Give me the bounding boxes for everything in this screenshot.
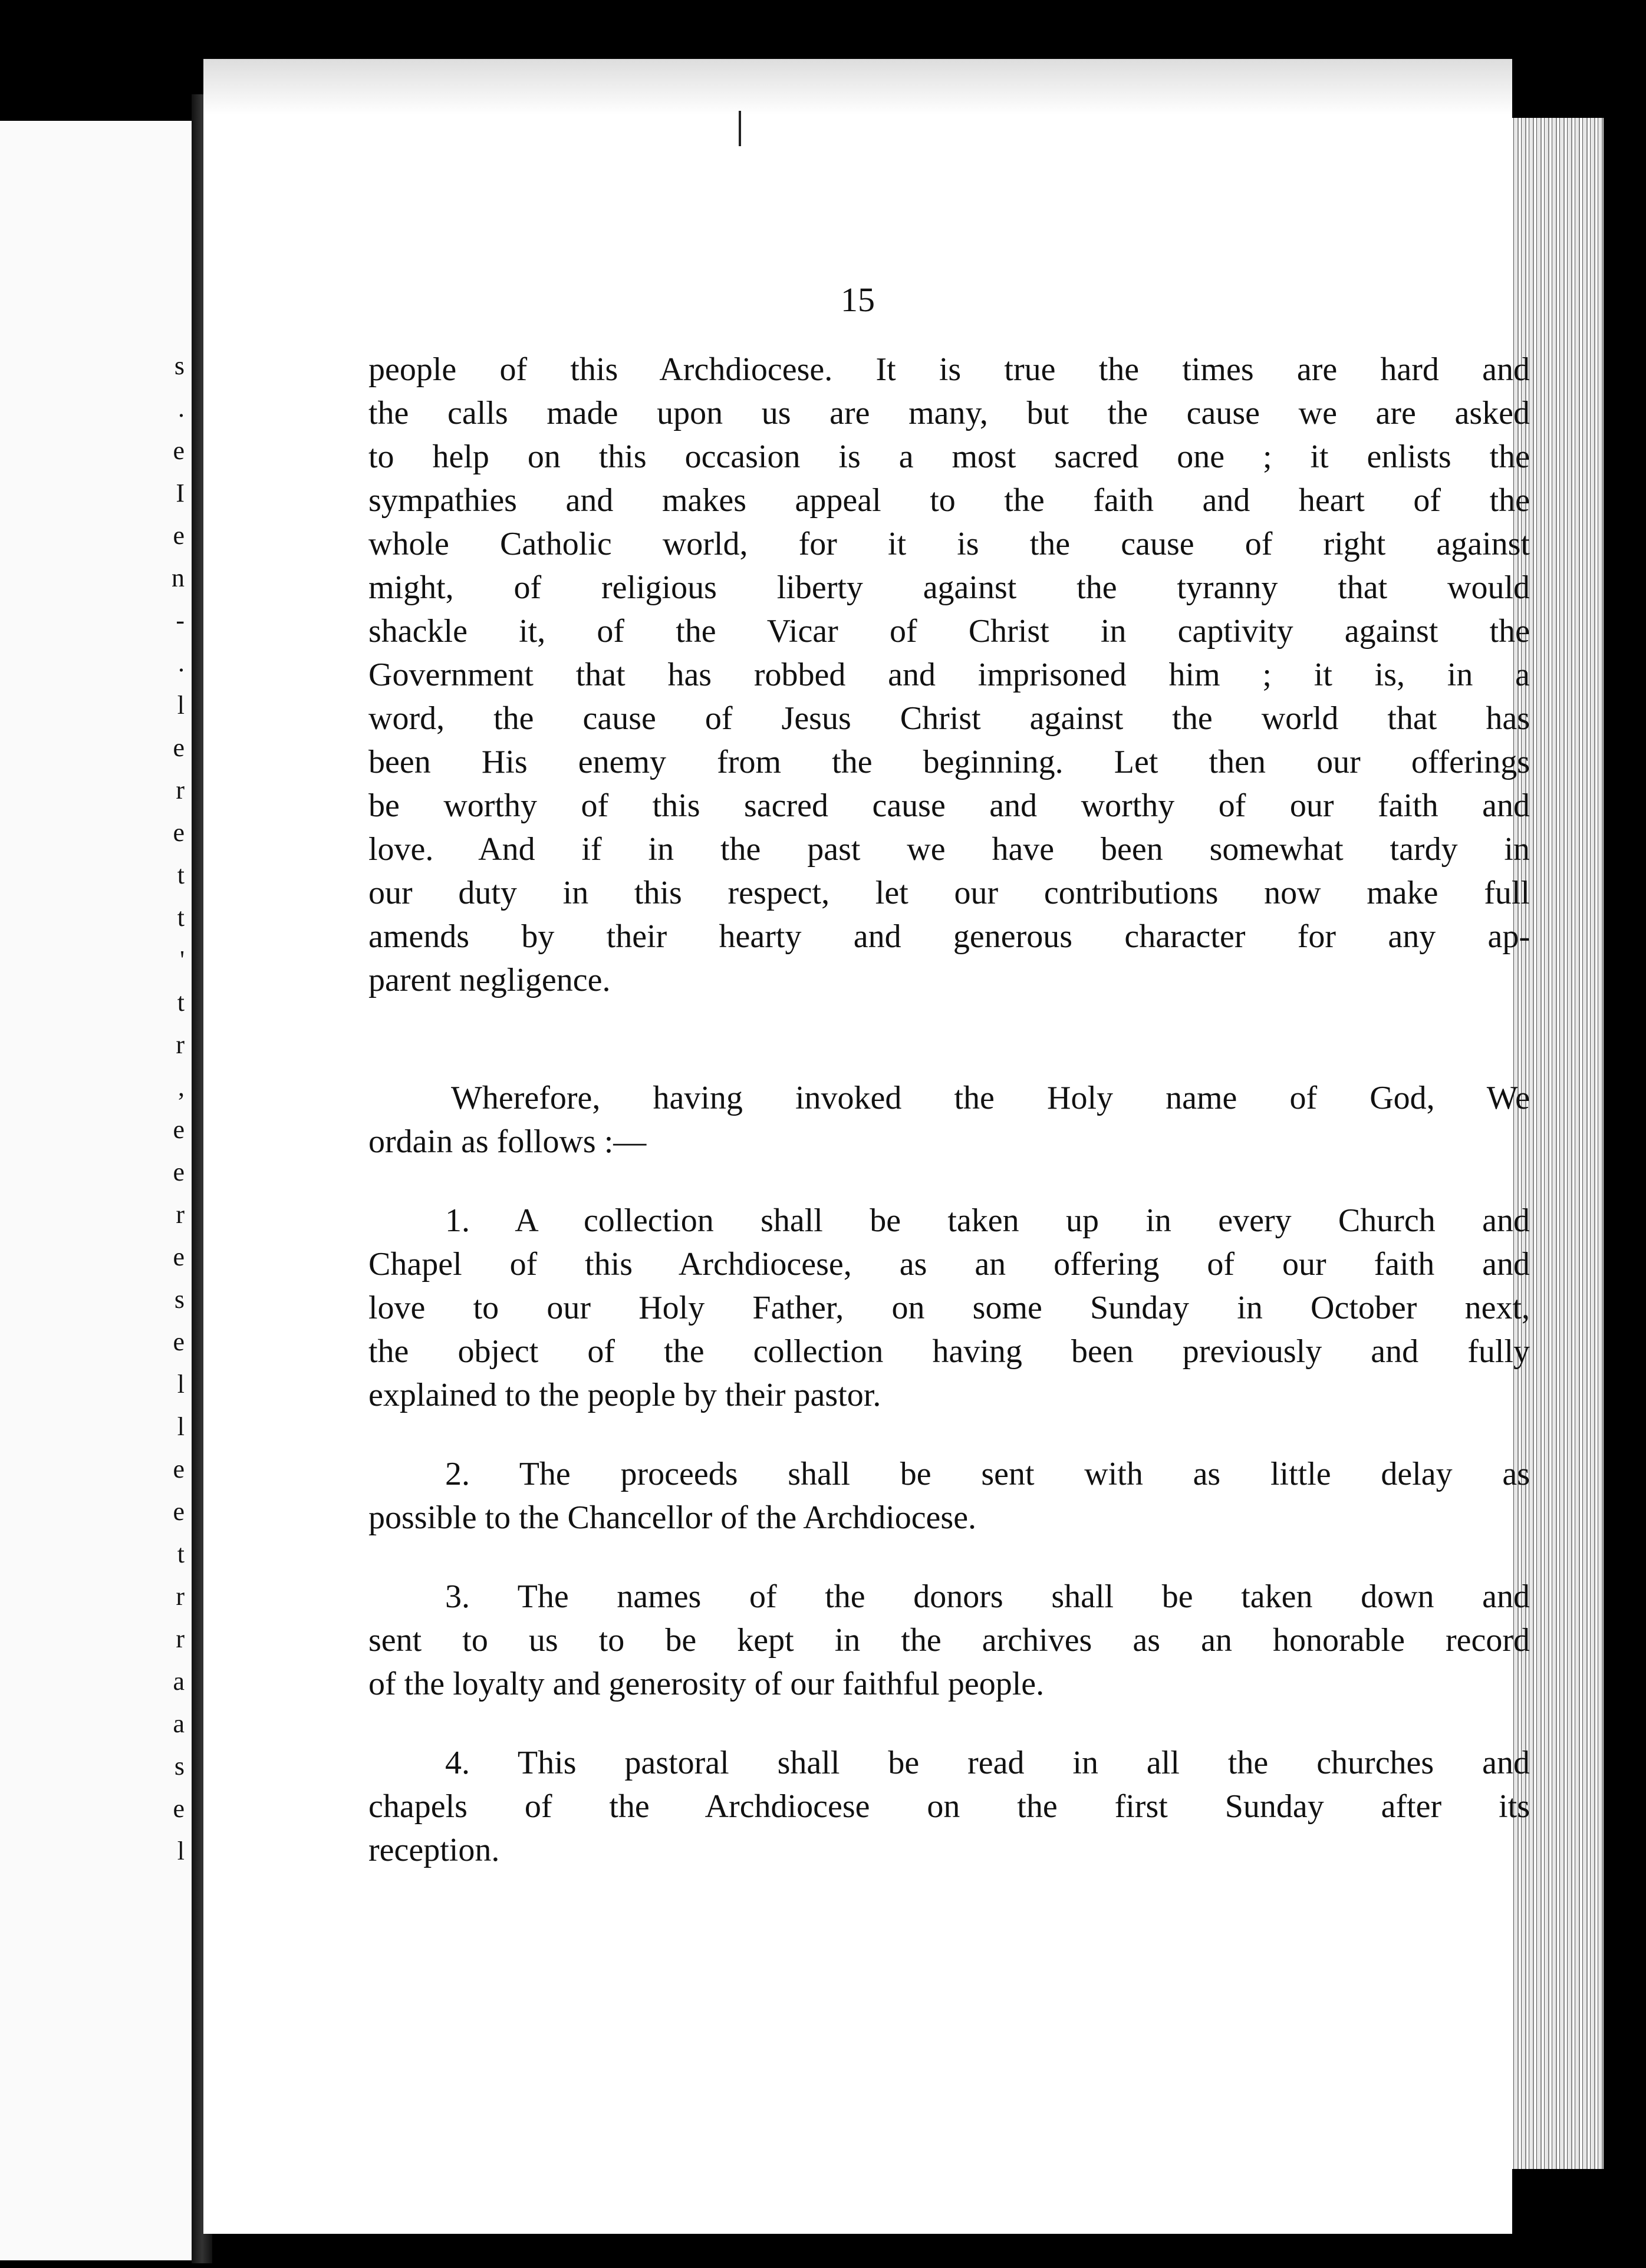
text-line: reception. [368,1832,500,1868]
facing-page-letter: a [173,1667,185,1696]
facing-page-letter: - [176,606,185,635]
paragraph-spacer [368,1002,1530,1076]
facing-page-letter: a [173,1709,185,1738]
facing-page-letter: r [176,776,185,805]
facing-page-letter: e [173,1497,185,1526]
text-line: ordain as follows :— [368,1123,647,1160]
text-line: 4. This pastoral shall be read in all the churches and [445,1745,1530,1781]
facing-page-letter: s [174,1752,185,1781]
facing-page-letter: e [173,1115,185,1144]
text-line: the object of the collection having been previously and fully [368,1333,1530,1370]
facing-page-letter: e [173,521,185,550]
facing-page-letter: s [174,351,185,380]
text-line: sympathies and makes appeal to the faith and heart of the [368,482,1530,519]
facing-page-letter: e [173,1455,185,1484]
paragraph [368,1575,1530,1706]
facing-page-letter: e [173,1158,185,1186]
text-line: 2. The proceeds shall be sent with as little delay as [445,1456,1530,1492]
text-line: been His enemy from the beginning. Let then our offerings [368,744,1530,780]
facing-page-letter: r [176,1624,185,1653]
text-line: word, the cause of Jesus Christ against the world that has [368,700,1530,737]
facing-page-letter: l [177,691,185,720]
text-line: chapels of the Archdiocese on the first Sunday after its [368,1788,1530,1825]
text-line: 1. A collection shall be taken up in every Church and [445,1202,1530,1239]
text-line: shackle it, of the Vicar of Christ in captivity against the [368,613,1530,650]
text-line: of the loyalty and generosity of our faithful people. [368,1666,1045,1702]
facing-page-letter: r [176,1200,185,1229]
facing-page-letter: l [177,1412,185,1441]
text-line: Chapel of this Archdiocese, as an offering of our faith and [368,1246,1530,1283]
fold-mark [739,111,741,146]
page-body [368,348,1530,1872]
text-line: sent to us to be kept in the archives as an honorable record [368,1622,1530,1659]
text-line: amends by their hearty and generous character for any ap- [368,918,1530,955]
facing-page-letter: e [173,1327,185,1356]
text-line: our duty in this respect, let our contributions now make full [368,875,1530,911]
paragraph-spacer [368,1540,1530,1575]
text-line: Government that has robbed and imprisoned him ; it is, in a [368,657,1530,693]
text-line: parent negligence. [368,962,611,998]
facing-page-letter: , [178,1073,185,1102]
paragraph [368,348,1530,1002]
text-line: explained to the people by their pastor. [368,1377,881,1413]
facing-page-letter: . [178,648,185,677]
page-number: 15 [841,281,875,319]
text-line: love. And if in the past we have been somewhat tardy in [368,831,1530,868]
paragraph [368,1741,1530,1872]
facing-page-letter: t [177,988,185,1017]
paragraph-spacer [368,1163,1530,1199]
paragraph-spacer [368,1706,1530,1741]
facing-page-letter: t [177,1540,185,1568]
facing-page-letter: t [177,861,185,889]
paragraph [368,1076,1530,1163]
facing-page-letter: e [173,1242,185,1271]
text-line: Wherefore, having invoked the Holy name of God, We [451,1080,1530,1116]
paragraph [368,1452,1530,1540]
page-top-shadow [203,59,1512,115]
text-line: be worthy of this sacred cause and worthy of our faith and [368,787,1530,824]
facing-page-letter: e [173,818,185,847]
facing-page-letter: e [173,436,185,465]
facing-page-letter: l [177,1370,185,1399]
facing-page-edge [0,121,192,2260]
facing-page-letter: s [174,1285,185,1314]
facing-page-letter: r [176,1030,185,1059]
paragraph [368,1199,1530,1417]
facing-page-letter: e [173,733,185,762]
text-line: love to our Holy Father, on some Sunday in October next, [368,1290,1530,1326]
text-line: might, of religious liberty against the tyranny that would [368,569,1530,606]
facing-page-letter: t [177,903,185,932]
text-line: 3. The names of the donors shall be taken down and [445,1578,1530,1615]
facing-page-letter: e [173,1794,185,1823]
text-line: whole Catholic world, for it is the cause of right against [368,526,1530,562]
text-line: possible to the Chancellor of the Archdiocese. [368,1499,977,1536]
text-line: people of this Archdiocese. It is true the times are hard and [368,351,1530,388]
text-line: to help on this occasion is a most sacred one ; it enlists the [368,439,1530,475]
text-line: the calls made upon us are many, but the cause we are asked [368,395,1530,431]
facing-page-letter: n [172,563,185,592]
facing-page-letter: l [177,1837,185,1865]
facing-page-letter: r [176,1582,185,1611]
facing-page-letter: ' [180,945,185,974]
book-page [203,59,1530,2234]
facing-page-letter: . [178,394,185,423]
facing-page-letter: I [176,479,185,507]
paragraph-spacer [368,1417,1530,1452]
facing-page-cut-text [161,345,185,1873]
